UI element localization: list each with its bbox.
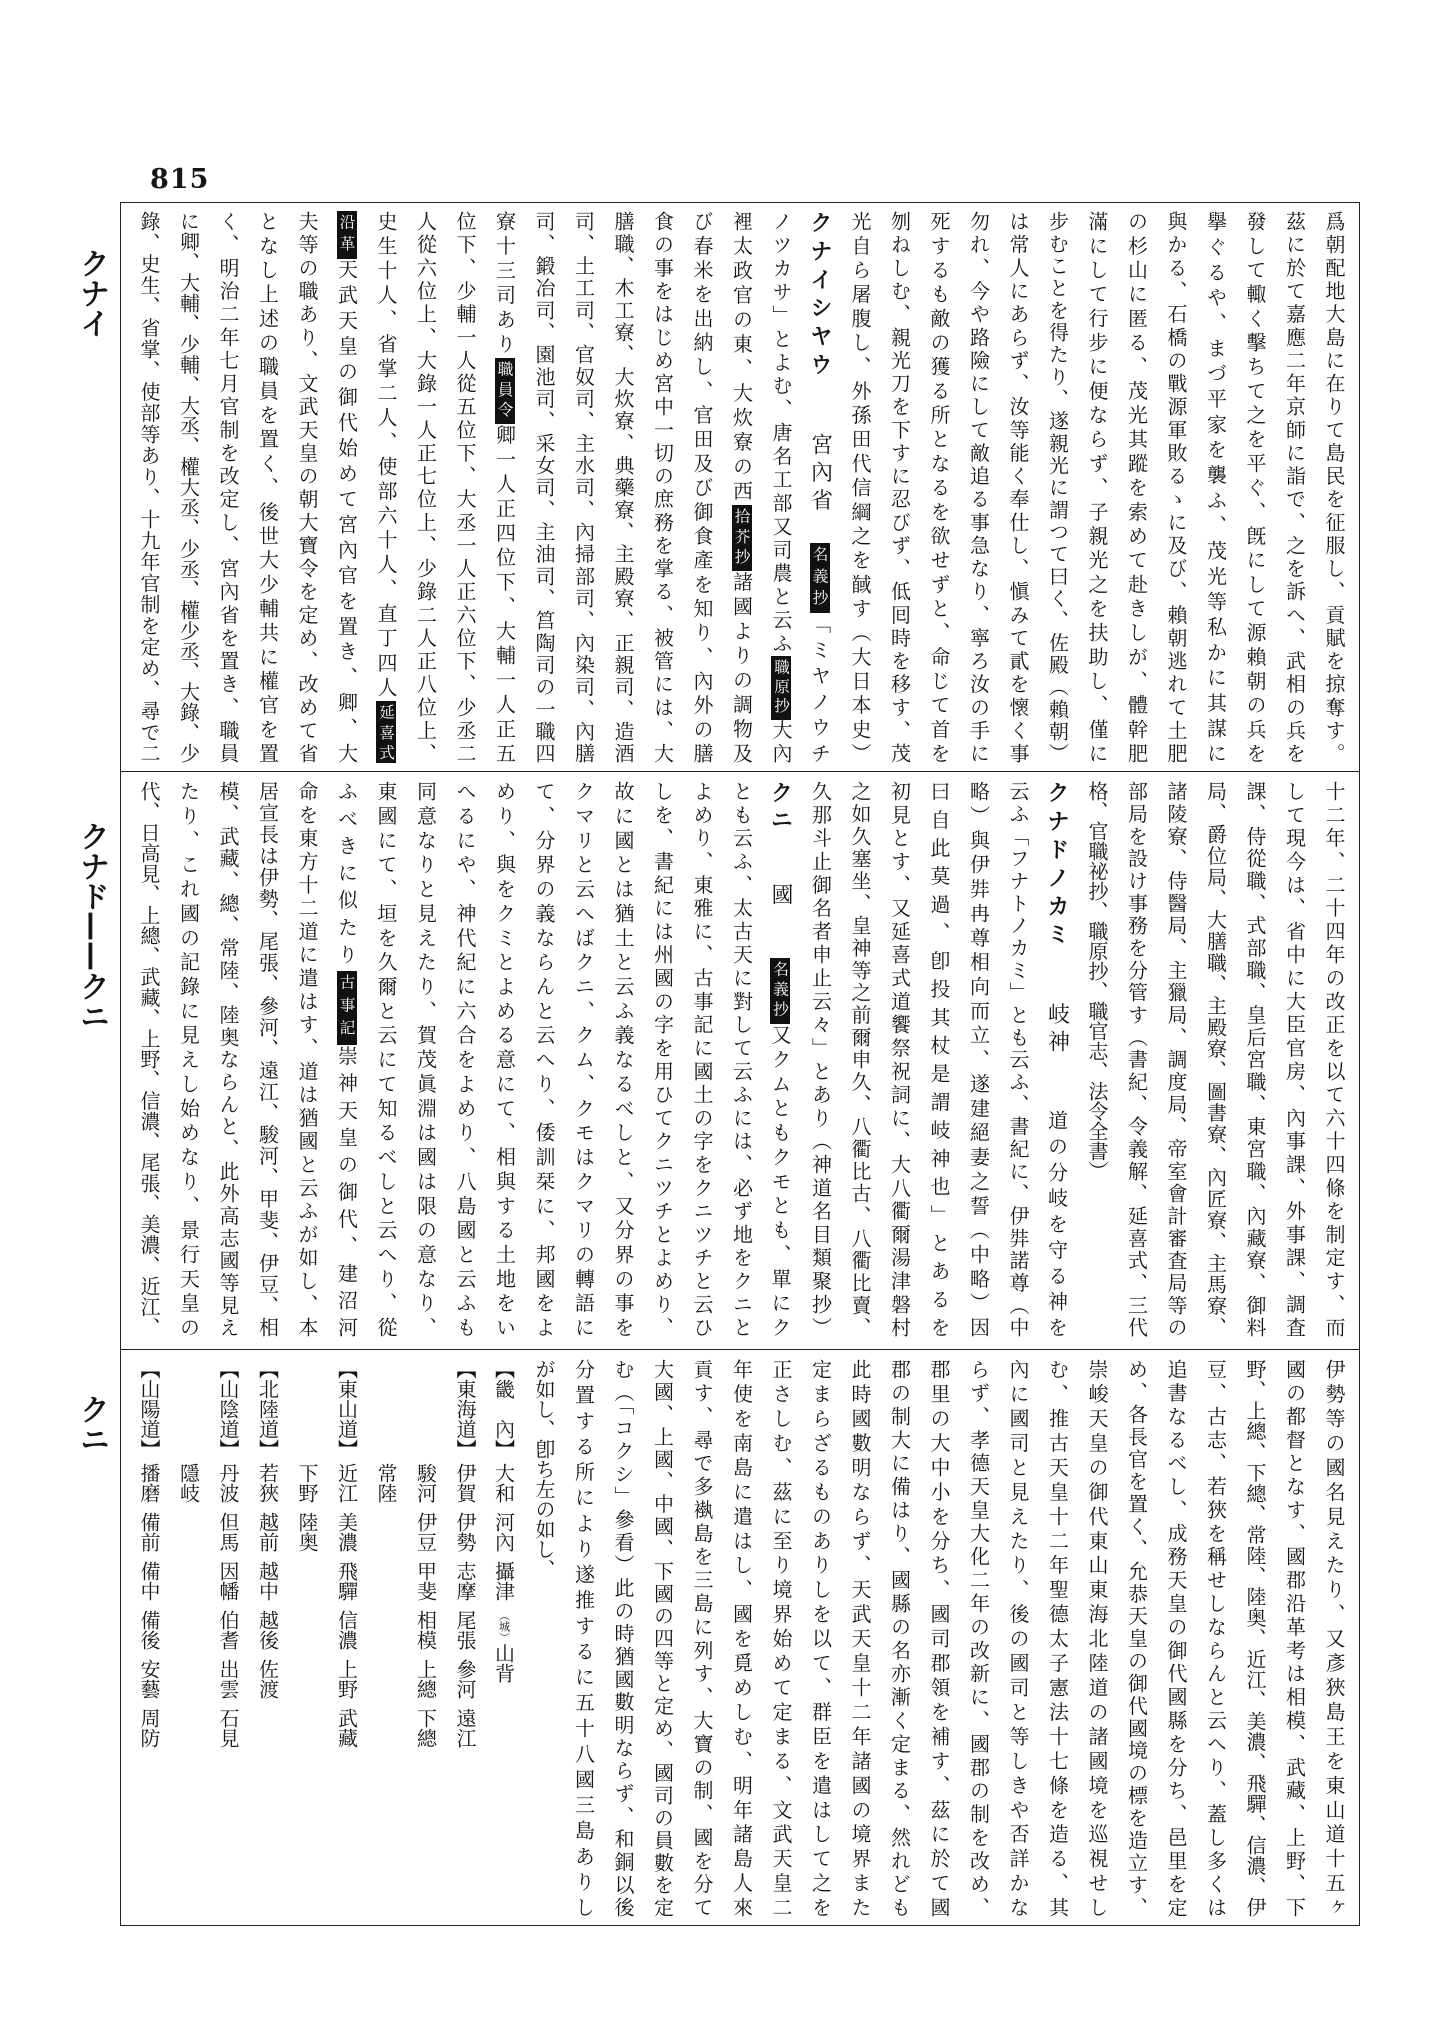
province-name: 安藝	[137, 1659, 161, 1699]
region-column	[129, 1359, 169, 1917]
text-column: 勿れ、今や路險にして敵追る事急なり、寧ろ汝の手に	[966, 211, 991, 763]
text-column: 年使を南島に遣はし、國を覓めしむ、明年諸島人來	[729, 1359, 754, 1917]
province-name: 伊勢	[453, 1512, 477, 1552]
text-column: 內に國司と見えたり、後の國司と等しきや否詳かな	[1006, 1359, 1030, 1917]
text-column: 位下、少輔一人從五位下、大丞一人正六位下、少丞二	[453, 211, 477, 763]
lower-band	[127, 1359, 1353, 1917]
text-column: 久那斗止御名者申止云々」とあり（神道名目類聚抄）	[808, 781, 833, 1337]
province-name: 河內	[491, 1512, 516, 1552]
province-name: 若狹	[255, 1463, 280, 1503]
text-column	[1037, 781, 1077, 1337]
source-tag: 職員令	[495, 358, 515, 424]
text-column: 格、官職祕抄、職原抄、職官志、法令全書）	[1085, 781, 1109, 1181]
entry-heading: クニ	[767, 781, 793, 835]
text-column: 故に國とは猶土と云ふ義なるべしと、又分界の事を	[611, 781, 635, 1337]
region-column	[326, 1359, 366, 1917]
text-column: 擧ぐるや、まづ平家を襲ふ、茂光等私かに其謀に	[1203, 211, 1228, 763]
text-run: 「ミヤノウチ	[807, 613, 832, 763]
text-column: め、各長官を置く、允恭天皇の御代國境の標を造立す、	[1124, 1359, 1149, 1917]
band-divider	[121, 771, 1359, 772]
entry-heading: クナドノカミ	[1043, 781, 1070, 951]
province-name: 備中	[137, 1561, 161, 1601]
province-name: 尾張	[453, 1610, 477, 1650]
text-column: 司、鍛冶司、園池司、采女司、主油司、筥陶司の一職四	[532, 211, 556, 763]
text-run	[1045, 951, 1069, 1003]
source-tag: 古事記	[337, 971, 357, 1045]
text-run	[768, 835, 792, 884]
text-column: び春米を出納し、官田及び御食產を知り、內外の膳	[690, 211, 714, 763]
text-column: とも云ふ、太古天に對して云ふには、必ず地をクニと	[729, 781, 754, 1337]
band-divider	[121, 1349, 1359, 1350]
text-run: 天武天皇の御代始めて宮內官を置き、卿、大	[334, 259, 359, 763]
province-name: 越前	[255, 1512, 280, 1552]
province-name: 山背	[491, 1643, 516, 1683]
text-column: 食の事をはじめ宮中一切の庶務を掌る、被管には、大	[650, 211, 675, 763]
text-column: 之如久塞坐、皇神等之前爾申久、八衢比古、八衢比賣、	[848, 781, 872, 1337]
province-name: 參河	[453, 1659, 477, 1699]
text-column: めり、與をクミとよめる意にて、相與する土地をい	[492, 781, 517, 1337]
province-name: 越中	[255, 1561, 280, 1601]
text-column: 人從六位上、大錄一人正七位上、少錄二人正八位上、	[413, 211, 438, 763]
headword-kanji: 岐神	[1044, 1002, 1070, 1059]
province-name: 駿河	[413, 1463, 438, 1503]
text-column	[326, 211, 366, 763]
text-column: しを、書紀には州國の字を用ひてクニツチとよめり、	[650, 781, 675, 1337]
text-column: は常人にあらず、汝等能く奉仕し、愼みて貳を懷く事	[1006, 211, 1030, 763]
text-column: 爲朝配地大島に在りて島民を征服し、貢賦を掠奪す。	[1322, 211, 1346, 763]
text-column: 司、土工司、官奴司、主水司、內掃部司、內染司、內膳	[571, 211, 596, 763]
text-column: 部局を設け事務を分管す（書紀、令義解、延喜式、三代	[1124, 781, 1149, 1337]
source-tag: 沿革	[337, 211, 357, 259]
text-run	[808, 517, 832, 543]
text-column: む、推古天皇十二年聖德太子憲法十七條を造る、其	[1045, 1359, 1070, 1917]
text-frame	[120, 202, 1360, 1926]
province-name: 石見	[216, 1708, 240, 1748]
text-column: 郡里の大中小を分ち、國司郡領を補す、茲に於て國	[927, 1359, 951, 1917]
text-column: 正さしむ、茲に至り境界始めて定まる、文武天皇二	[769, 1359, 793, 1917]
text-column: して現今は、省中に大臣官房、內事課、外事課、調査	[1282, 781, 1307, 1337]
text-column: が如し、卽ち左の如し、	[532, 1359, 556, 1579]
text-run	[768, 910, 792, 959]
source-tag: 名義抄	[810, 543, 830, 614]
province-name: 因幡	[216, 1561, 240, 1601]
text-column: らず、孝德天皇大化二年の改新に、國郡の制を改め、	[966, 1359, 991, 1917]
region-column	[366, 1359, 406, 1917]
middle-band	[127, 781, 1353, 1337]
province-name: 武藏	[334, 1708, 359, 1748]
province-name: 陸奥	[295, 1512, 319, 1552]
province-name: 播磨	[137, 1463, 161, 1503]
text-column: たり、これ國の記錄に見えし始めなり、景行天皇の	[176, 781, 201, 1337]
running-head-kuni: クニ	[74, 1394, 109, 1454]
text-column: 同意なりと見えたり、賀茂眞淵は國は限の意なり、	[413, 781, 438, 1337]
text-column: 伊勢等の國名見えたり、又彥狹島王を東山道十五ヶ	[1322, 1359, 1346, 1917]
province-name: 越後	[255, 1610, 280, 1650]
text-column: 模、武藏、總、常陸、陸奥ならんと、此外高志國等見え	[216, 781, 240, 1337]
text-column: よめり、東雅に、古事記に國土の字をクニツチと云ひ	[690, 781, 714, 1337]
text-run: 道の分岐を守る神を	[1044, 1058, 1069, 1337]
text-run: 又クムともクモとも、單にク	[768, 1024, 792, 1337]
text-column: 郡の制大に備はり、國縣の名亦漸く定まる、然れども	[887, 1359, 912, 1917]
region-column	[287, 1359, 327, 1917]
region-label: 【東海道】	[453, 1359, 477, 1459]
source-tag: 職原抄	[771, 656, 791, 719]
province-name: 伯耆	[216, 1610, 240, 1650]
text-column: 東國にて、垣を久爾と云にて知るべしと云へり、從	[374, 781, 398, 1337]
province-name: 出雲	[216, 1659, 240, 1699]
region-column	[484, 1359, 524, 1917]
text-column: 追書なるべし、成務天皇の御代國縣を分ち、邑里を定	[1164, 1359, 1188, 1917]
province-name: 美濃	[334, 1512, 359, 1552]
source-tag: 名義抄	[770, 958, 790, 1024]
text-column	[721, 211, 761, 763]
text-column: となし上述の職員を置く、後世大少輔共に權官を置	[255, 211, 280, 763]
text-column: 崇峻天皇の御代東山東海北陸道の諸國境を巡視せし	[1085, 1359, 1109, 1917]
text-column: 代、日高見、上總、武藏、上野、信濃、尾張、美濃、近江、	[137, 781, 161, 1337]
text-column: て、分界の義ならんと云へり、倭訓栞に、邦國をよ	[532, 781, 556, 1337]
region-column	[208, 1359, 248, 1917]
text-column: 貢す、尋で多褹島を三島に列す、大寶の制、國を分て	[690, 1359, 714, 1917]
text-run	[808, 381, 832, 433]
text-column	[761, 211, 801, 763]
text-run: 大內	[769, 719, 793, 763]
text-column	[366, 211, 406, 763]
text-column: 夫等の職あり、文武天皇の朝大寶令を定め、改めて省	[295, 211, 319, 763]
headword-kanji: 國	[768, 883, 793, 910]
text-run: 諸國よりの調物及	[729, 571, 754, 763]
text-column: 豆、古志、若狹を稱せしならんと云へり、蓋し多くは	[1203, 1359, 1228, 1917]
text-column: 略）與伊弉冉尊相向而立、遂建絕妻之誓（中略）因	[966, 781, 991, 1337]
text-column: 云ふ「フナトノカミ」とも云ふ、書紀に、伊弉諾尊（中	[1006, 781, 1030, 1337]
province-name: 周防	[137, 1708, 161, 1748]
text-column: 此時國數明ならず、天武天皇十二年諸國の境界また	[848, 1359, 872, 1917]
headword-kanji: 宮內省	[807, 432, 833, 517]
text-run: ふべきに似たり	[334, 781, 359, 972]
province-name: 上野	[334, 1659, 359, 1699]
province-name: 下總	[413, 1708, 438, 1748]
text-column: 膳職、木工寮、大炊寮、典藥寮、主殿寮、正親司、造酒	[611, 211, 635, 763]
province-name: 備後	[137, 1610, 161, 1650]
text-run: 卿一人正四位下、大輔一人正五	[492, 424, 517, 763]
region-column	[445, 1359, 485, 1917]
text-column: 死するも敵の獲る所となるを欲せずと、命じて首を	[927, 211, 951, 763]
text-column: 十二年、二十四年の改正を以て六十四條を制定す、而	[1322, 781, 1346, 1337]
text-column: 諸陵寮、侍醫局、主獵局、調度局、帝室會計審査局等の	[1164, 781, 1188, 1337]
text-run: 史生十人、省掌二人、使部六十人、直丁四人	[374, 211, 398, 702]
province-name: 常陸	[374, 1463, 398, 1503]
province-name: 備前	[137, 1512, 161, 1552]
text-column: 國の都督となす、國郡沿革考は相模、武藏、上野、下	[1282, 1359, 1307, 1917]
province-name: 志摩	[453, 1561, 477, 1601]
text-column: 初見とす、又延喜式道饗祭祝詞に、大八衢爾湯津磐村	[887, 781, 912, 1337]
region-column	[405, 1359, 445, 1917]
page-number: 815	[150, 164, 210, 195]
region-label: 【山陽道】	[137, 1359, 161, 1459]
text-column: クマリと云へばクニ、クム、クモはクマリの轉語に	[571, 781, 596, 1337]
text-column: の杉山に匿る、茂光其蹤を索めて赴きしが、體幹肥	[1124, 211, 1149, 763]
running-head-kunado-kuni: クナド——クニ	[74, 821, 109, 1031]
text-column: に卿、大輔、少輔、大丞、權大丞、少丞、權少丞、大錄、少	[176, 211, 201, 763]
province-name: 佐渡	[255, 1659, 280, 1699]
text-column	[326, 781, 366, 1337]
province-name: 伊賀	[453, 1463, 477, 1503]
upper-band	[127, 211, 1353, 763]
text-column: 與かる、石橋の戰源軍敗るゝに及び、賴朝逃れて土肥	[1164, 211, 1188, 763]
province-name: 近江	[334, 1463, 359, 1503]
text-column: へるにや、神代紀に六合をよめり、八島國と云ふも	[453, 781, 477, 1337]
province-name: 大和	[491, 1463, 516, 1503]
province-name: 丹波	[216, 1463, 240, 1503]
source-tag: 拾芥抄	[732, 505, 752, 571]
province-name: 隱岐	[176, 1463, 201, 1503]
text-column: 大國、上國、中國、下國の四等と定め、國司の員數を定	[650, 1359, 675, 1917]
province-name: 信濃	[334, 1610, 359, 1650]
text-column: 課、侍從職、式部職、皇后宮職、東宮職、內藏寮、御料	[1243, 781, 1267, 1337]
text-run: 寮十三司あり	[492, 211, 517, 359]
source-tag: 延喜式	[376, 701, 396, 763]
province-name: 下野	[295, 1463, 319, 1503]
text-column: 野、上總、下總、常陸、陸奥、近江、美濃、飛驒、信濃、伊	[1243, 1359, 1267, 1917]
text-column: む（「コクシ」參看）此の時猶國數明ならず、和銅以後	[611, 1359, 635, 1917]
province-name: 甲斐	[413, 1561, 438, 1601]
text-column: く、明治二年七月官制を改定し、宮內省を置き、職員	[216, 211, 240, 763]
region-label: 【北陸道】	[255, 1359, 280, 1459]
text-run: ノツカサ」とよむ、唐名工部又司農と云ふ	[769, 211, 793, 657]
text-column	[800, 211, 840, 763]
province-name: 飛驒	[334, 1561, 359, 1601]
text-column: 錄、史生、省掌、使部等あり、十九年官制を定め、尋で二	[137, 211, 161, 763]
region-label: 【畿 內】	[491, 1359, 516, 1459]
province-name: 攝津	[491, 1561, 516, 1601]
text-column: 定まらざるものありしを以て、群臣を遣はして之を	[808, 1359, 833, 1917]
province-name: 但馬	[216, 1512, 240, 1552]
text-column: 分置する所により遂推するに五十八國三島ありし	[571, 1359, 596, 1917]
text-column: 茲に於て嘉應二年京師に詣で、之を訴へ、武相の兵を	[1282, 211, 1307, 763]
text-run: 裡太政官の東、大炊寮の西	[729, 211, 754, 506]
text-column: 曰自此莫過、卽投其杖是謂岐神也」とあるを	[927, 781, 951, 1337]
text-column	[484, 211, 524, 763]
text-column: 命を東方十二道に遣はす、道は猶國と云ふが如し、本	[295, 781, 319, 1337]
text-column: 滿にして行步に便ならず、子親光之を扶助し、僅に	[1085, 211, 1109, 763]
entry-heading: クナイシヤウ	[806, 211, 833, 382]
text-run: 崇神天皇の御代、建沼河	[334, 1045, 359, 1337]
province-name: 遠江	[453, 1708, 477, 1748]
text-column: 刎ねしむ、親光刀を下すに忍びず、低囘時を移す、茂	[887, 211, 912, 763]
province-name: 伊豆	[413, 1512, 438, 1552]
province-name: 上總	[413, 1659, 438, 1699]
region-column	[247, 1359, 287, 1917]
text-column: 發して輙く擊ちて之を平ぐ、旣にして源賴朝の兵を	[1243, 211, 1267, 763]
running-head-kunai: クナイ	[74, 248, 109, 338]
text-column: 步むことを得たり、遂親光に謂つて曰く、佐殿（賴朝）	[1045, 211, 1070, 763]
region-column	[168, 1359, 208, 1917]
text-column: 光自ら屠腹し、外孫田代信綱之を馘す（大日本史）	[848, 211, 872, 763]
region-label: 【山陰道】	[216, 1359, 240, 1459]
text-column	[761, 781, 801, 1337]
province-name: 相模	[413, 1610, 438, 1650]
text-column: 居宣長は伊勢、尾張、參河、遠江、駿河、甲斐、伊豆、相	[255, 781, 280, 1337]
region-label: 【東山道】	[334, 1359, 359, 1459]
province-note: （城）	[497, 1610, 511, 1643]
text-column: 局、爵位局、大膳職、主殿寮、圖書寮、內匠寮、主馬寮、	[1203, 781, 1228, 1337]
